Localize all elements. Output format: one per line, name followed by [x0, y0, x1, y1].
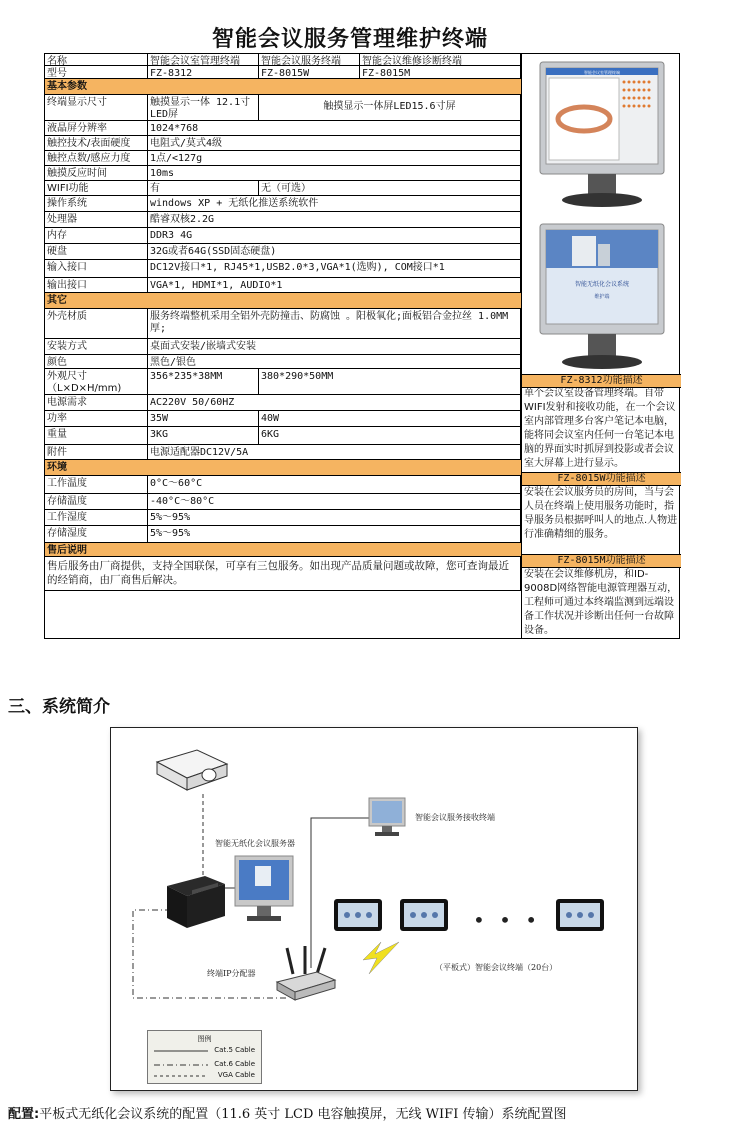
- spec-value: 356*235*38MM: [148, 369, 259, 394]
- spec-value: 380*290*50MM: [259, 369, 521, 394]
- spec-value: 0°C～60°C: [148, 476, 521, 493]
- spec-label: 外壳材质: [45, 309, 148, 338]
- description-text: 安装在会议维修机房，和ID-9008D网络智能电源管理器互动，工程师可通过本终端监测到远端设备工作状况并诊断出任何一台故障设备。: [524, 569, 678, 636]
- tablet-icon: [555, 898, 605, 932]
- spec-value: 有: [148, 181, 259, 195]
- spec-label: 售后服务由厂商提供，支持全国联保，可享有三包服务。如出现产品质量问题或故障，您可查询最近的经销商，由厂商售后解决。: [45, 557, 521, 590]
- spec-value: AC220V 50/60HZ: [148, 395, 521, 410]
- monitor-image-fz8312: [532, 60, 672, 210]
- spec-label: 安装方式: [45, 339, 148, 354]
- spec-value: 电阻式/莫式4级: [148, 136, 521, 150]
- spec-value: 1点/<127g: [148, 151, 521, 165]
- spec-label: 附件: [45, 445, 148, 459]
- spec-label: 操作系统: [45, 196, 148, 211]
- spec-row: [45, 510, 521, 526]
- spec-row: [45, 355, 521, 369]
- monitor2-subtitle: 维护端: [594, 294, 610, 300]
- spec-row: [45, 95, 521, 121]
- description-header: FZ-8015M功能描述: [522, 554, 681, 568]
- section-header: [45, 79, 521, 95]
- tablet-icon: [333, 898, 383, 932]
- tablet-icon: [399, 898, 449, 932]
- spec-label: 液晶屏分辨率: [45, 121, 148, 135]
- spec-row: [45, 369, 521, 395]
- spec-row: [45, 476, 521, 494]
- spec-row: [45, 494, 521, 510]
- spec-value: 无（可选）: [259, 181, 521, 195]
- spec-row: [45, 121, 521, 136]
- spec-row: [45, 54, 521, 66]
- spec-label: 重量: [45, 427, 148, 444]
- receiver-label: 智能会议服务接收终端: [415, 813, 495, 822]
- section-heading: 三、系统简介: [8, 697, 110, 717]
- spec-value: 触摸显示一体屏LED15.6寸屏: [259, 95, 521, 120]
- server-monitor-icon: [233, 854, 295, 926]
- page-title: 智能会议服务管理维护终端: [211, 27, 488, 52]
- spec-label: 触控技术/表面硬度: [45, 136, 148, 150]
- spec-row: [45, 181, 521, 196]
- section-title: 其它: [47, 295, 67, 306]
- spec-row: [45, 395, 521, 411]
- spec-value: 触摸显示一体 12.1寸LED屏: [148, 95, 259, 120]
- spec-value: 6KG: [259, 427, 521, 444]
- section-title: 售后说明: [47, 545, 87, 556]
- spec-label: 名称: [45, 54, 148, 65]
- spec-label: 颜色: [45, 355, 148, 368]
- spec-value: 10ms: [148, 166, 521, 180]
- spec-label: 硬盘: [45, 244, 148, 259]
- legend-item-vga: VGA Cable: [217, 1071, 255, 1079]
- spec-value: 智能会议服务终端: [259, 54, 360, 65]
- spec-value: 电源适配器DC12V/5A: [148, 445, 521, 459]
- monitor-image-fz8015: [532, 222, 672, 372]
- spec-label: 内存: [45, 228, 148, 243]
- spec-label: 电源需求: [45, 395, 148, 410]
- spec-value: windows XP + 无纸化推送系统软件: [148, 196, 521, 211]
- section-title: 基本参数: [47, 81, 87, 92]
- spec-value: 酷睿双核2.2G: [148, 212, 521, 227]
- spec-label: 输入接口: [45, 260, 148, 277]
- spec-value: 桌面式安装/嵌墙式安装: [148, 339, 521, 354]
- spec-value: 1024*768: [148, 121, 521, 135]
- description-header: FZ-8312功能描述: [522, 374, 681, 388]
- spec-value: -40°C～80°C: [148, 494, 521, 509]
- spec-label: 终端显示尺寸: [45, 95, 148, 120]
- diagram-legend: [147, 1030, 262, 1084]
- spec-row: [45, 339, 521, 355]
- spec-label: 工作温度: [45, 476, 148, 493]
- spec-row: [45, 136, 521, 151]
- spec-row: [45, 196, 521, 212]
- server-icon: [165, 874, 227, 930]
- spec-value: 3KG: [148, 427, 259, 444]
- legend-item-cat5: Cat.5 Cable: [214, 1046, 255, 1054]
- figure-caption: [8, 1103, 566, 1122]
- spec-row: [45, 166, 521, 181]
- spec-row: [45, 151, 521, 166]
- spec-value: 32G或者64G(SSD固态硬盘): [148, 244, 521, 259]
- spec-table: [44, 53, 680, 639]
- spec-row: [45, 278, 521, 293]
- spec-value: FZ-8015W: [259, 66, 360, 78]
- section-header: [45, 460, 521, 476]
- spec-label: 工作湿度: [45, 510, 148, 525]
- description-text: 安装在会议服务员的房间，当与会人员在终端上使用服务功能时，指导服务员根据呼叫人的地点.人物进行准确精细的服务。: [524, 487, 678, 540]
- spec-row: [45, 66, 521, 79]
- projector-icon: [151, 746, 231, 796]
- legend-title: 图例: [197, 1035, 212, 1043]
- spec-label: 型号: [45, 66, 148, 78]
- receiver-monitor-icon: [367, 796, 407, 840]
- spec-row: [45, 526, 521, 543]
- spec-value: 智能会议室管理终端: [148, 54, 259, 65]
- spec-value: FZ-8015M: [360, 66, 521, 78]
- legend-item-cat6: Cat.6 Cable: [214, 1060, 255, 1068]
- spec-value: 5%～95%: [148, 526, 521, 542]
- system-diagram: [110, 727, 638, 1091]
- spec-label: 存储温度: [45, 494, 148, 509]
- spec-value: 5%～95%: [148, 510, 521, 525]
- monitor1-banner: 智能会议室管理终端: [584, 70, 620, 75]
- spec-row: [45, 557, 521, 591]
- spec-label: WIFI功能: [45, 181, 148, 195]
- spec-value: DDR3 4G: [148, 228, 521, 243]
- spec-label: 功率: [45, 411, 148, 426]
- caption-bold: 配置:: [8, 1107, 40, 1122]
- spec-label: 存储湿度: [45, 526, 148, 542]
- caption-text: 平板式无纸化会议系统的配置（11.6 英寸 LCD 电容触摸屏，无线 WIFI 传输）系统配置图: [39, 1107, 567, 1122]
- spec-row: [45, 427, 521, 445]
- router-icon: [273, 944, 337, 1006]
- description-header: FZ-8015W功能描述: [522, 472, 681, 486]
- spec-value: DC12V接口*1, RJ45*1,USB2.0*3,VGA*1(选购), COM接口*1: [148, 260, 521, 277]
- spec-row: [45, 411, 521, 427]
- monitor2-title: 智能无纸化会议系统: [574, 281, 630, 288]
- spec-value: 智能会议维修诊断终端: [360, 54, 521, 65]
- spec-row: [45, 244, 521, 260]
- server-label: 智能无纸化会议服务器: [215, 839, 295, 848]
- spec-label: 触控点数/感应力度: [45, 151, 148, 165]
- spec-value: 35W: [148, 411, 259, 426]
- description-text: 单个会议室设备管理终端。自带WIFI发射和接收功能，在一个会议室内部管理多台客户笔记本电脑，能将同会议室内任何一台笔记本电脑的界面实时抓屏到投影或者会议室大屏幕上进行显示。: [524, 388, 676, 469]
- spec-row: [45, 228, 521, 244]
- spec-row: [45, 260, 521, 278]
- product-panel: [521, 54, 680, 638]
- spec-label: 外观尺寸（L×D×H/mm): [45, 369, 148, 394]
- spec-label: 输出接口: [45, 278, 148, 292]
- tablets-ellipsis: • • •: [473, 908, 542, 932]
- spec-row: [45, 212, 521, 228]
- spec-row: [45, 445, 521, 460]
- router-label: 终端IP分配器: [207, 969, 256, 978]
- spec-row: [45, 309, 521, 339]
- section-header: [45, 293, 521, 309]
- spec-value: 40W: [259, 411, 521, 426]
- spec-value: 黑色/银色: [148, 355, 521, 368]
- spec-label: 处理器: [45, 212, 148, 227]
- spec-label: 触摸反应时间: [45, 166, 148, 180]
- section-title: 环境: [47, 462, 67, 473]
- section-header: [45, 543, 521, 557]
- tablets-label: （平板式）智能会议终端（20台）: [435, 963, 558, 972]
- spec-value: FZ-8312: [148, 66, 259, 78]
- spec-value: 服务终端整机采用全铝外壳防撞击、防腐蚀 。阳极氧化;面板铝合金拉丝 1.0MM厚;: [148, 309, 521, 338]
- spec-value: VGA*1, HDMI*1, AUDIO*1: [148, 278, 521, 292]
